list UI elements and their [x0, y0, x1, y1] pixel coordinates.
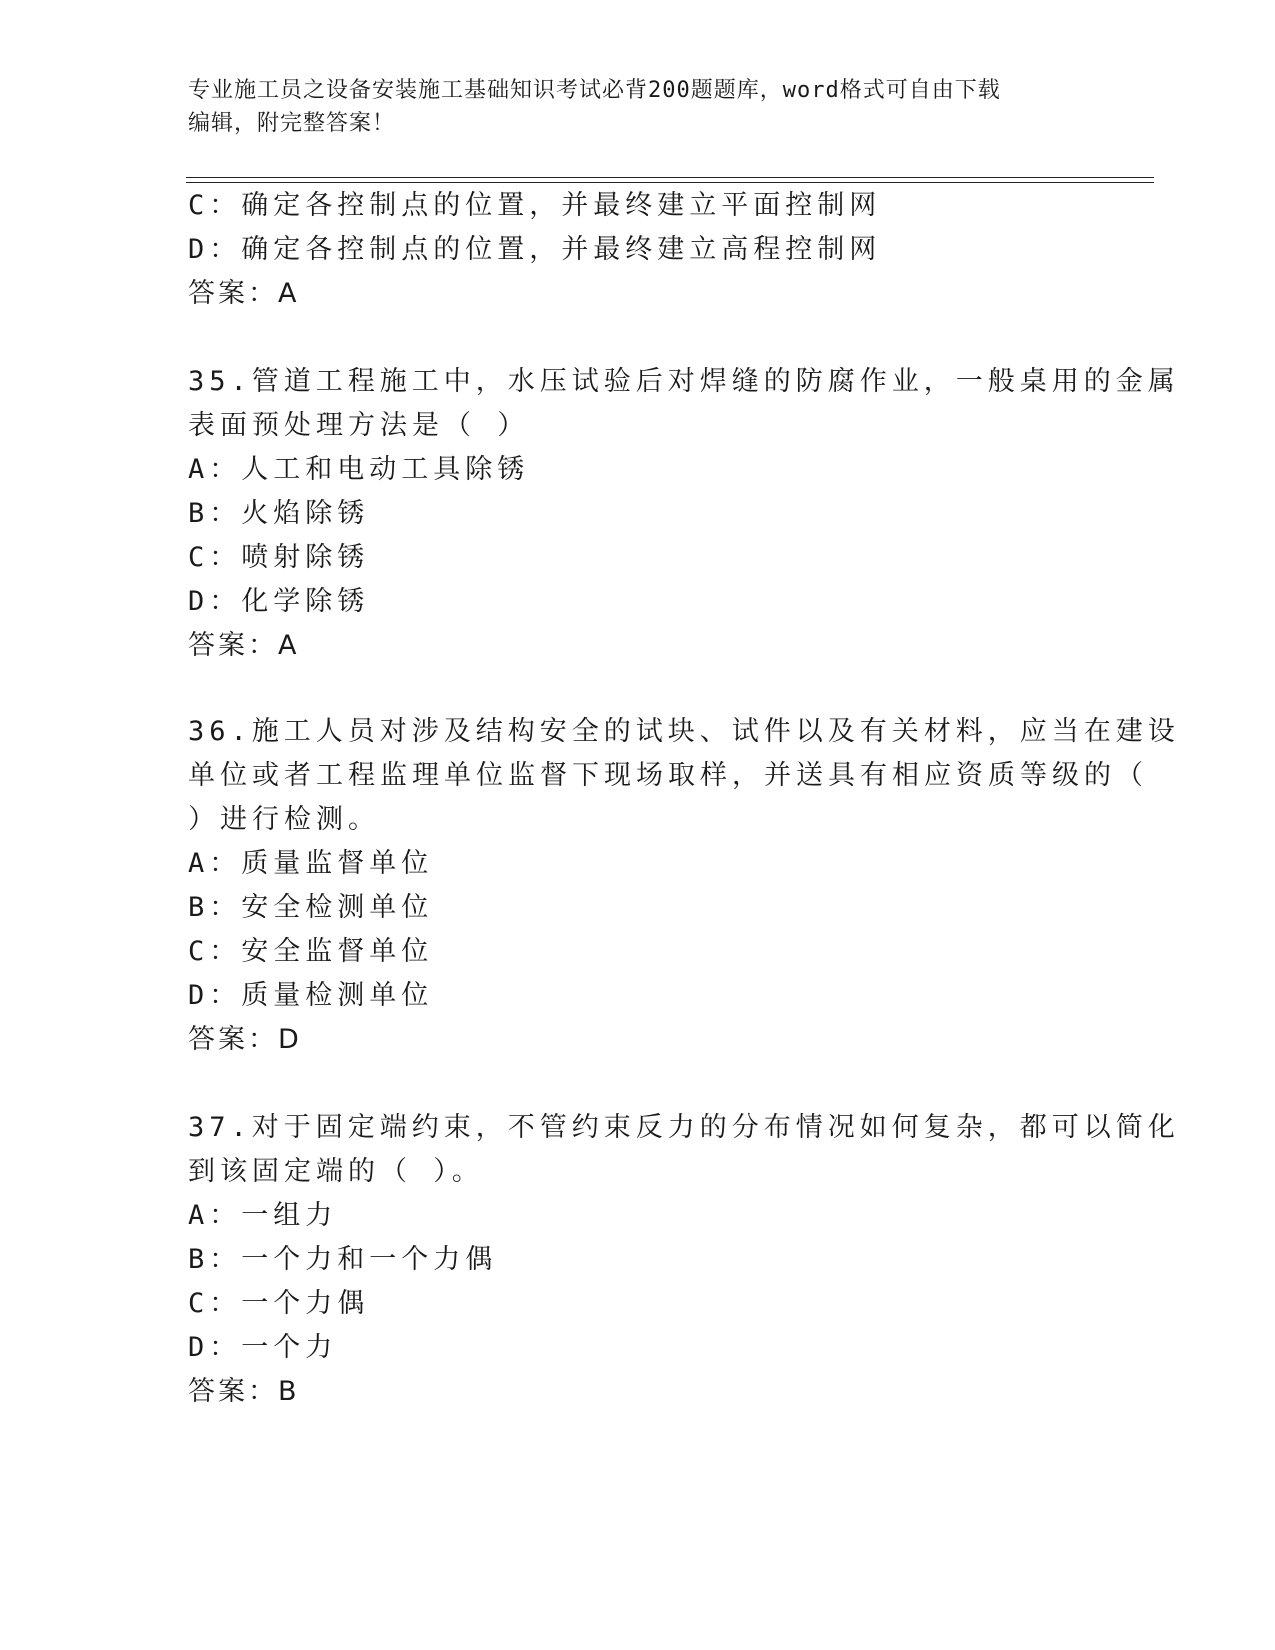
- q37-option-a: A：一组力: [188, 1200, 338, 1231]
- q35-stem-line-1: 35.管道工程施工中，水压试验后对焊缝的防腐作业，一般桌用的金属: [188, 366, 1180, 397]
- q36-option-b: B：安全检测单位: [188, 892, 434, 923]
- header-divider-top: [186, 177, 1154, 178]
- q37-option-b: B：一个力和一个力偶: [188, 1244, 498, 1275]
- q35-option-c: C：喷射除锈: [188, 542, 370, 573]
- q36-stem-line-3: ）进行检测。: [188, 804, 380, 835]
- prev-option-d: D：确定各控制点的位置，并最终建立高程控制网: [188, 234, 882, 265]
- q36-option-a: A：质量监督单位: [188, 848, 434, 879]
- header-line-1: 专业施工员之设备安装施工基础知识考试必背200题题库，word格式可自由下载: [188, 78, 1001, 103]
- q37-stem-line-1: 37.对于固定端约束，不管约束反力的分布情况如何复杂，都可以简化: [188, 1112, 1180, 1143]
- header-line-2: 编辑，附完整答案！: [188, 111, 396, 136]
- q35-option-b: B：火焰除锈: [188, 498, 370, 529]
- q37-option-d: D：一个力: [188, 1332, 338, 1363]
- q36-option-d: D：质量检测单位: [188, 980, 434, 1011]
- q37-option-c: C：一个力偶: [188, 1288, 370, 1319]
- q35-option-d: D：化学除锈: [188, 586, 370, 617]
- q35-answer: 答案：A: [188, 630, 300, 661]
- q36-answer: 答案：D: [188, 1024, 302, 1055]
- prev-answer: 答案：A: [188, 278, 300, 309]
- q37-answer: 答案：B: [188, 1376, 300, 1407]
- q35-option-a: A：人工和电动工具除锈: [188, 454, 530, 485]
- q35-stem-line-2: 表面预处理方法是（ ）: [188, 410, 530, 441]
- q36-stem-line-1: 36.施工人员对涉及结构安全的试块、试件以及有关材料，应当在建设: [188, 716, 1180, 747]
- q36-option-c: C：安全监督单位: [188, 936, 434, 967]
- document-header: [188, 74, 1068, 140]
- q36-stem-line-2: 单位或者工程监理单位监督下现场取样，并送具有相应资质等级的（: [188, 760, 1148, 791]
- header-divider-bottom: [186, 182, 1154, 183]
- q37-stem-line-2: 到该固定端的（ ）。: [188, 1156, 484, 1187]
- prev-option-c: C：确定各控制点的位置，并最终建立平面控制网: [188, 190, 882, 221]
